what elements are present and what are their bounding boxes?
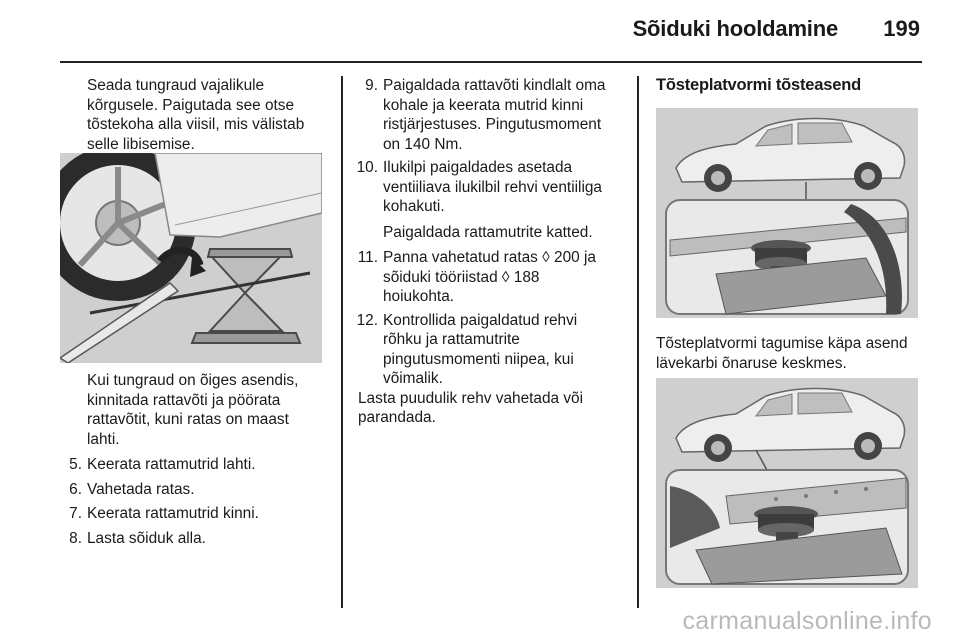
text-line: ristjärjestuses. Pingutusmoment (383, 116, 602, 133)
page-number: 199 (883, 16, 920, 41)
text-line: rõhku ja rattamutrite (383, 331, 520, 348)
step-10-extra (356, 223, 632, 243)
intro-paragraph (60, 76, 336, 154)
text-line: kohale ja keerata mutrid kinni (383, 96, 584, 114)
text-line: Lasta puudulik rehv vahetada või (358, 389, 584, 407)
text-line: hoiukohta. (383, 288, 455, 305)
left-column (60, 76, 336, 154)
right-caption (656, 334, 922, 373)
list-item-step-6 (60, 480, 336, 500)
list-item-step-7 (60, 504, 336, 524)
section-heading: Tõsteplatvormi tõsteasend (656, 76, 861, 94)
column-divider-2 (637, 76, 639, 608)
text-line: Kui tungraud on õiges asendis, (87, 372, 299, 389)
page-reference-number: 188 (509, 268, 540, 286)
step-text: Keerata rattamutrid kinni. (87, 505, 259, 522)
step-text: Vahetada ratas. (87, 480, 195, 498)
left-column-lower (60, 371, 336, 548)
text-line: kõrgusele. Paigutada see otse (87, 96, 295, 114)
step-number: 7. (69, 505, 82, 522)
text-line: Seada tungraud vajalikule (87, 77, 265, 94)
text-line: on 140 Nm. (383, 135, 463, 153)
text-line: ventiiliava ilukilbil rehvi ventiiliga (383, 178, 602, 196)
step-number: 5. (69, 456, 82, 473)
lift-point-illustration-rear (656, 378, 918, 588)
text-line (383, 248, 632, 268)
step-text: Keerata rattamutrid lahti. (87, 456, 256, 473)
after-image-paragraph (60, 371, 336, 449)
page-reference-icon: ◊ (542, 249, 550, 266)
list-item-step-12 (356, 311, 632, 389)
step-number: 6. (69, 480, 82, 498)
text-line: lahti. (87, 430, 120, 448)
text-line: võimalik. (383, 370, 443, 387)
text-line: rattavõtit, kuni ratas on maast (87, 411, 289, 428)
lift-point-illustration-front (656, 108, 918, 318)
list-item-step-10 (356, 158, 632, 217)
list-item-step-9 (356, 76, 632, 154)
page-header-title: Sõiduki hooldamine (632, 16, 838, 41)
step-text: Lasta sõiduk alla. (87, 529, 206, 547)
step-number: 12. (356, 311, 378, 329)
jack-illustration (60, 153, 322, 363)
list-item-step-11 (356, 248, 632, 307)
middle-column (356, 76, 632, 428)
text-line: kinnitada rattavõti ja pöörata (87, 391, 281, 409)
list-item-step-8 (60, 529, 336, 549)
text-line: pingutusmomenti niipea, kui (383, 350, 574, 368)
right-column (656, 76, 922, 96)
text-fragment: sõiduki tööriistad (383, 268, 502, 286)
text-line: Kontrollida paigaldatud rehvi (383, 311, 578, 329)
text-line: tõstekoha alla viisil, mis välistab (87, 116, 305, 133)
text-line: Tõsteplatvormi tagumise käpa asend (656, 335, 908, 352)
text-line: kohakuti. (383, 198, 445, 215)
list-item-step-5 (60, 455, 336, 475)
text-line: selle libisemise. (87, 135, 195, 153)
page-reference-icon: ◊ (501, 268, 510, 286)
text-fragment: Panna vahetatud ratas (383, 249, 543, 266)
page-reference-number: 200 ja (549, 249, 596, 266)
step-number: 10. (356, 159, 378, 176)
text-line: parandada. (358, 409, 436, 426)
closing-paragraph (356, 389, 632, 428)
step-number: 9. (365, 77, 378, 94)
step-number: 11. (357, 249, 378, 266)
text-line (383, 268, 632, 288)
step-number: 8. (69, 529, 82, 547)
text-line: Paigaldada rattamutrite katted. (383, 223, 593, 241)
column-divider-1 (341, 76, 343, 608)
text-line: Ilukilpi paigaldades asetada (383, 159, 573, 176)
watermark: carmanualsonline.info (682, 607, 932, 635)
header-rule (60, 61, 922, 63)
text-line: Paigaldada rattavõti kindlalt oma (383, 77, 606, 94)
text-line: lävekarbi õnaruse keskmes. (656, 354, 847, 372)
